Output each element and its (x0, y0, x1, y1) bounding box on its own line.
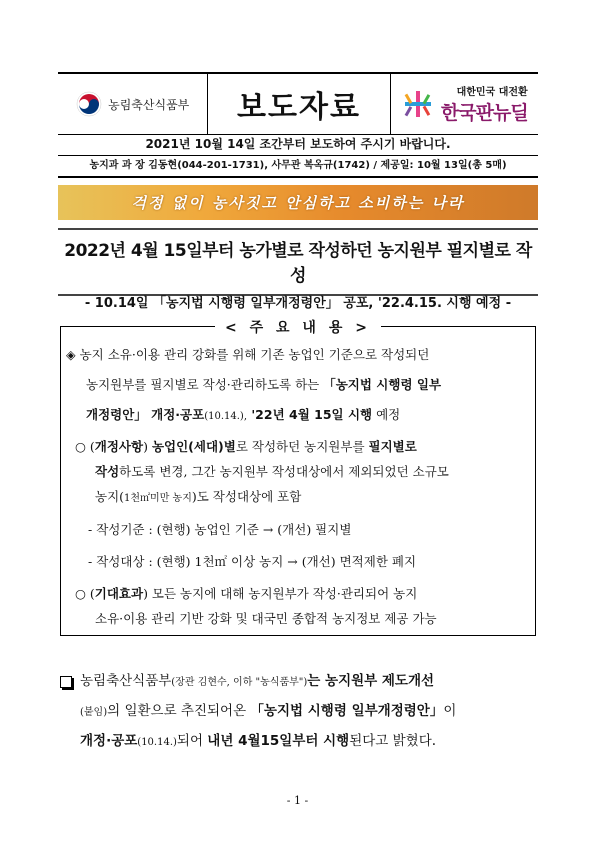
summary-bullet-line2 (86, 375, 441, 393)
summary-bullet-line3 (86, 405, 400, 423)
text: 농지원부를 필지별로 작성·관리하도록 하는 (86, 377, 324, 392)
target-line: - 작성대상 : (현행) 1천㎡ 이상 농지 → (개선) 면적제한 폐지 (88, 554, 417, 569)
text: 되어 (176, 733, 208, 749)
body-line2 (80, 699, 456, 719)
text-bold: 「농지법 시행령 일부 (323, 377, 442, 392)
text-small: (10.14.) (137, 737, 177, 748)
text-bold: 농지원부 제도개선 (325, 673, 435, 689)
page-number: - 1 - (286, 794, 309, 807)
criteria-line: - 작성기준 : (현행) 농업인 기준 → (개선) 필지별 (88, 522, 352, 537)
text: 하도록 변경, 그간 농지원부 작성대상에서 제외되었던 소규모 (119, 464, 449, 479)
text-bold: 개정·공포 (80, 733, 138, 749)
checkbox-bullet-icon (60, 676, 72, 688)
text-bold: 개정령안」 개정·공포 (86, 407, 205, 422)
text-small: (장관 김현수, 이하 "농식품부") (171, 677, 308, 688)
text: ) (143, 439, 152, 454)
change-line2 (95, 462, 449, 480)
effect-line2: 소유·이용 관리 기반 강화 및 대국민 종합적 농지정보 제공 가능 (95, 611, 437, 626)
slogan-text: 걱정 없이 농사짓고 안심하고 소비하는 나라 (131, 194, 465, 212)
brand-slogan: 대한민국 대전환 (456, 87, 528, 98)
embargo-notice: 2021년 10월 14일 조간부터 보도하여 주시기 바랍니다. (58, 133, 538, 156)
text-bold: 농업인(세대)별 (151, 439, 236, 454)
text: 이 (443, 703, 457, 719)
doc-type-title: 보도자료 (237, 90, 361, 125)
text: 예정 (372, 407, 401, 422)
slogan-banner (58, 185, 538, 220)
text: ) 모든 농지에 대해 농지원부가 작성·관리되어 농지 (143, 586, 418, 601)
summary-title: < 주 요 내 용 > (215, 317, 381, 337)
change-line1 (75, 437, 417, 455)
text: )도 작성대상에 포함 (191, 489, 302, 504)
text-bold: 내년 4월15일부터 시행 (207, 733, 350, 749)
headline-box (58, 228, 538, 311)
text: ○ ( (75, 439, 95, 454)
ministry-cell (58, 74, 208, 134)
doc-type-cell (208, 74, 390, 134)
header-table (58, 72, 538, 135)
text: ○ ( (75, 586, 95, 601)
text-bold: 는 (307, 673, 326, 689)
ministry-name: 농림축산식품부 (108, 97, 190, 112)
text-bold: '22년 4월 15일 시행 (247, 407, 373, 422)
text-small: (10.14.), (204, 411, 247, 422)
text: 된다고 밝혔다. (349, 733, 437, 749)
text: ◈ 농지 소유·이용 관리 강화를 위해 기존 농업인 기준으로 작성되던 (66, 347, 430, 362)
text: 의 일환으로 추진되어온 (107, 703, 251, 719)
text-small: 1천㎡미만 농지 (124, 493, 192, 504)
change-line3 (95, 487, 301, 505)
text: 농지( (95, 489, 125, 504)
text-bold: 개정사항 (94, 439, 144, 454)
text: 로 작성하던 농지원부를 (235, 439, 369, 454)
new-deal-logo-icon (401, 89, 435, 119)
brand-cell (391, 74, 538, 134)
effect-line1 (75, 584, 417, 602)
text-bold: 「농지법 시행령 일부개정령안」 (250, 703, 444, 719)
text: 농림축산식품부 (80, 673, 172, 689)
text-small: (붙임) (80, 707, 108, 718)
headline-subtitle: - 10.14일 「농지법 시행령 일부개정령안」 공포, '22.4.15. 시행 예정 - (84, 296, 512, 311)
brand-name: 한국판뉴딜 (440, 102, 528, 124)
headline-title: 2022년 4월 15일부터 농가별로 작성하던 농지원부 필지별로 작성 (64, 241, 532, 286)
summary-bullet-line1 (66, 345, 429, 363)
body-line3 (80, 729, 436, 749)
text-bold: 작성 (95, 464, 120, 479)
text-bold: 기대효과 (94, 586, 144, 601)
text-bold: 필지별로 (368, 439, 417, 454)
contact-info: 농지과 과 장 김동현(044-201-1731), 사무관 복옥규(1742) / 제공일: 10월 13일(총 5매) (58, 156, 538, 178)
body-line1 (60, 669, 434, 689)
korea-emblem-icon (76, 91, 102, 117)
